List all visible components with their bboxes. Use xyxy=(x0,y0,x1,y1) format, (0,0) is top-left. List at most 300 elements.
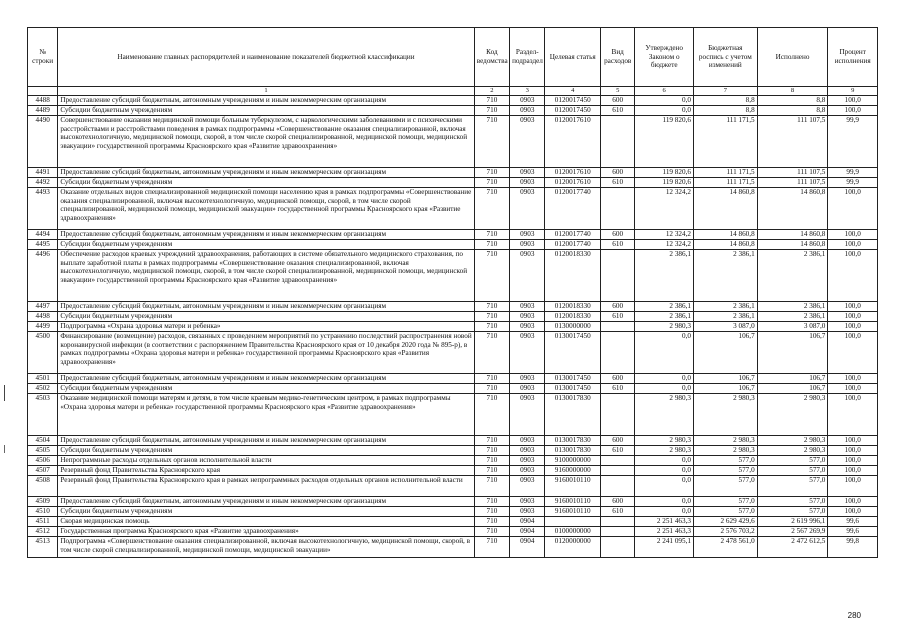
target-code: 0120017610 xyxy=(545,178,601,188)
approved-amount: 0,0 xyxy=(635,332,694,374)
executed-amount: 3 087,0 xyxy=(757,322,828,332)
target-code: 0100000000 xyxy=(545,527,601,537)
row-name: Государственная программа Красноярского края «Развитие здравоохранения» xyxy=(58,527,474,537)
expense-type xyxy=(601,188,635,230)
section-code: 0903 xyxy=(510,384,545,394)
table-row xyxy=(28,507,878,517)
approved-amount: 2 386,1 xyxy=(635,250,694,302)
expense-type xyxy=(601,322,635,332)
header-percent: Процент исполнения xyxy=(828,28,878,87)
col-number: 5 xyxy=(601,87,635,96)
row-number: 4505 xyxy=(28,446,58,456)
budget-list-amount: 577,0 xyxy=(693,456,757,466)
table-header-row xyxy=(28,28,878,87)
dept-code: 710 xyxy=(474,188,509,230)
target-code: 0120017610 xyxy=(545,168,601,178)
target-code: 0120017740 xyxy=(545,240,601,250)
row-number: 4492 xyxy=(28,178,58,188)
table-row xyxy=(28,476,878,497)
expense-type xyxy=(601,517,635,527)
target-code: 0120017740 xyxy=(545,188,601,230)
target-code: 0120017610 xyxy=(545,116,601,168)
approved-amount: 2 241 095,1 xyxy=(635,537,694,558)
executed-amount: 106,7 xyxy=(757,374,828,384)
dept-code: 710 xyxy=(474,240,509,250)
section-code: 0903 xyxy=(510,312,545,322)
budget-list-amount: 14 860,8 xyxy=(693,188,757,230)
col-number: 3 xyxy=(510,87,545,96)
row-name: Обеспечение расходов краевых учреждений здравоохранения, работающих в системе обязательного медицинского страхования, по выплате заработной платы в рамках подпрограммы «Совершенствование оказания специализированной, включая высокотехнологичную, медицинской помощи, скорой, в том числе скорой специализированной, медицинской помощи, медицинской эвакуации» государственной программы Красноярского края «Развитие здравоохранения» xyxy=(58,250,474,302)
expense-type: 600 xyxy=(601,436,635,446)
row-name: Предоставление субсидий бюджетным, автономным учреждениям и иным некоммерческим организациям xyxy=(58,374,474,384)
dept-code: 710 xyxy=(474,466,509,476)
row-number: 4509 xyxy=(28,497,58,507)
column-number-row xyxy=(28,87,878,96)
approved-amount: 0,0 xyxy=(635,466,694,476)
margin-mark xyxy=(4,385,5,401)
row-number: 4507 xyxy=(28,466,58,476)
row-number: 4506 xyxy=(28,456,58,466)
target-code: 0130017450 xyxy=(545,374,601,384)
table-row xyxy=(28,322,878,332)
approved-amount: 2 980,3 xyxy=(635,436,694,446)
approved-amount: 12 324,2 xyxy=(635,230,694,240)
section-code: 0903 xyxy=(510,436,545,446)
expense-type xyxy=(601,116,635,168)
target-code: 0130000000 xyxy=(545,322,601,332)
dept-code: 710 xyxy=(474,332,509,374)
row-number: 4499 xyxy=(28,322,58,332)
approved-amount: 12 324,2 xyxy=(635,240,694,250)
margin-mark xyxy=(4,445,5,453)
table-row xyxy=(28,436,878,446)
row-number: 4500 xyxy=(28,332,58,374)
expense-type: 600 xyxy=(601,230,635,240)
executed-amount: 106,7 xyxy=(757,384,828,394)
executed-amount: 14 860,8 xyxy=(757,230,828,240)
row-name: Предоставление субсидий бюджетным, автономным учреждениям и иным некоммерческим организациям xyxy=(58,168,474,178)
dept-code: 710 xyxy=(474,384,509,394)
dept-code: 710 xyxy=(474,446,509,456)
row-name: Предоставление субсидий бюджетным, автономным учреждениям и иным некоммерческим организациям xyxy=(58,230,474,240)
execution-percent: 100,0 xyxy=(828,96,878,106)
row-name: Субсидии бюджетным учреждениям xyxy=(58,106,474,116)
section-code: 0903 xyxy=(510,332,545,374)
dept-code: 710 xyxy=(474,178,509,188)
section-code: 0903 xyxy=(510,168,545,178)
dept-code: 710 xyxy=(474,168,509,178)
table-row xyxy=(28,96,878,106)
budget-list-amount: 2 629 429,6 xyxy=(693,517,757,527)
target-code: 0130017450 xyxy=(545,332,601,374)
target-code: 0130017830 xyxy=(545,436,601,446)
expense-type: 610 xyxy=(601,446,635,456)
target-code: 0120018330 xyxy=(545,312,601,322)
table-row xyxy=(28,188,878,230)
budget-list-amount: 14 860,8 xyxy=(693,230,757,240)
row-number: 4490 xyxy=(28,116,58,168)
approved-amount: 0,0 xyxy=(635,106,694,116)
execution-percent: 100,0 xyxy=(828,446,878,456)
target-code: 9160010110 xyxy=(545,497,601,507)
row-number: 4513 xyxy=(28,537,58,558)
execution-percent: 100,0 xyxy=(828,374,878,384)
row-number: 4491 xyxy=(28,168,58,178)
row-number: 4508 xyxy=(28,476,58,497)
executed-amount: 14 860,8 xyxy=(757,240,828,250)
approved-amount: 2 386,1 xyxy=(635,302,694,312)
section-code: 0903 xyxy=(510,394,545,436)
dept-code: 710 xyxy=(474,517,509,527)
approved-amount: 12 324,2 xyxy=(635,188,694,230)
row-number: 4496 xyxy=(28,250,58,302)
col-number: 1 xyxy=(58,87,474,96)
budget-list-amount: 577,0 xyxy=(693,466,757,476)
expense-type: 600 xyxy=(601,168,635,178)
table-body xyxy=(28,96,878,558)
executed-amount: 2 980,3 xyxy=(757,394,828,436)
expense-type: 610 xyxy=(601,312,635,322)
table-row xyxy=(28,332,878,374)
dept-code: 710 xyxy=(474,322,509,332)
col-number: 2 xyxy=(474,87,509,96)
target-code: 0120017740 xyxy=(545,230,601,240)
execution-percent: 100,0 xyxy=(828,188,878,230)
approved-amount: 0,0 xyxy=(635,476,694,497)
section-code: 0903 xyxy=(510,230,545,240)
dept-code: 710 xyxy=(474,527,509,537)
expense-type xyxy=(601,466,635,476)
execution-percent: 100,0 xyxy=(828,497,878,507)
section-code: 0904 xyxy=(510,517,545,527)
budget-list-amount: 577,0 xyxy=(693,497,757,507)
dept-code: 710 xyxy=(474,250,509,302)
budget-list-amount: 2 478 561,0 xyxy=(693,537,757,558)
expense-type xyxy=(601,527,635,537)
target-code: 0130017830 xyxy=(545,446,601,456)
table-row xyxy=(28,374,878,384)
budget-list-amount: 106,7 xyxy=(693,384,757,394)
section-code: 0904 xyxy=(510,527,545,537)
row-name: Подпрограмма «Охрана здоровья матери и ребенка» xyxy=(58,322,474,332)
row-name: Субсидии бюджетным учреждениям xyxy=(58,312,474,322)
budget-list-amount: 577,0 xyxy=(693,476,757,497)
budget-list-amount: 106,7 xyxy=(693,374,757,384)
table-row xyxy=(28,116,878,168)
table-row xyxy=(28,394,878,436)
execution-percent: 100,0 xyxy=(828,384,878,394)
row-number: 4503 xyxy=(28,394,58,436)
target-code: 9160010110 xyxy=(545,476,601,497)
table-row xyxy=(28,517,878,527)
budget-list-amount: 8,8 xyxy=(693,96,757,106)
approved-amount: 119 820,6 xyxy=(635,168,694,178)
row-name: Резервный фонд Правительства Красноярского края в рамках непрограммных расходов отдельных органов исполнительной власти xyxy=(58,476,474,497)
budget-list-amount: 2 980,3 xyxy=(693,436,757,446)
execution-percent: 100,0 xyxy=(828,106,878,116)
execution-percent: 100,0 xyxy=(828,332,878,374)
row-number: 4502 xyxy=(28,384,58,394)
section-code: 0903 xyxy=(510,302,545,312)
section-code: 0903 xyxy=(510,240,545,250)
table-row xyxy=(28,312,878,322)
expense-type: 600 xyxy=(601,497,635,507)
table-row xyxy=(28,168,878,178)
target-code: 0130017450 xyxy=(545,384,601,394)
dept-code: 710 xyxy=(474,456,509,466)
row-name: Субсидии бюджетным учреждениям xyxy=(58,240,474,250)
executed-amount: 8,8 xyxy=(757,106,828,116)
budget-list-amount: 2 576 703,2 xyxy=(693,527,757,537)
approved-amount: 119 820,6 xyxy=(635,178,694,188)
target-code: 0120017450 xyxy=(545,106,601,116)
executed-amount: 577,0 xyxy=(757,507,828,517)
budget-list-amount: 14 860,8 xyxy=(693,240,757,250)
dept-code: 710 xyxy=(474,394,509,436)
execution-percent: 100,0 xyxy=(828,476,878,497)
dept-code: 710 xyxy=(474,230,509,240)
table-row xyxy=(28,302,878,312)
executed-amount: 2 472 612,5 xyxy=(757,537,828,558)
budget-document xyxy=(27,27,878,558)
dept-code: 710 xyxy=(474,374,509,384)
executed-amount: 2 619 996,1 xyxy=(757,517,828,527)
budget-list-amount: 577,0 xyxy=(693,507,757,517)
col-number: 6 xyxy=(635,87,694,96)
header-target: Целевая статья xyxy=(545,28,601,87)
budget-list-amount: 111 171,5 xyxy=(693,168,757,178)
expense-type: 610 xyxy=(601,240,635,250)
section-code: 0903 xyxy=(510,116,545,168)
expense-type xyxy=(601,332,635,374)
expense-type xyxy=(601,250,635,302)
dept-code: 710 xyxy=(474,507,509,517)
section-code: 0903 xyxy=(510,178,545,188)
row-number: 4494 xyxy=(28,230,58,240)
row-number: 4504 xyxy=(28,436,58,446)
executed-amount: 577,0 xyxy=(757,497,828,507)
dept-code: 710 xyxy=(474,312,509,322)
dept-code: 710 xyxy=(474,302,509,312)
executed-amount: 2 567 269,9 xyxy=(757,527,828,537)
executed-amount: 14 860,8 xyxy=(757,188,828,230)
page-number: 280 xyxy=(847,611,861,620)
section-code: 0903 xyxy=(510,322,545,332)
col-number: 7 xyxy=(693,87,757,96)
expense-type: 610 xyxy=(601,106,635,116)
section-code: 0903 xyxy=(510,456,545,466)
executed-amount: 2 386,1 xyxy=(757,312,828,322)
table-row xyxy=(28,466,878,476)
budget-list-amount: 8,8 xyxy=(693,106,757,116)
table-row xyxy=(28,456,878,466)
execution-percent: 99,9 xyxy=(828,168,878,178)
execution-percent: 99,9 xyxy=(828,116,878,168)
col-number: 9 xyxy=(828,87,878,96)
dept-code: 710 xyxy=(474,436,509,446)
approved-amount: 2 980,3 xyxy=(635,322,694,332)
row-name: Оказание отдельных видов специализированной медицинской помощи населению края в рамках подпрограммы «Совершенствование оказания специализированной, включая высокотехнологичную, медицинской помощи, скорой, в том числе скорой специализированной, медицинской помощи, медицинской эвакуации» государственной программы Красноярского края «Развитие здравоохранения» xyxy=(58,188,474,230)
header-approved: Утверждено Законом о бюджете xyxy=(635,28,694,87)
row-name: Оказание медицинской помощи матерям и детям, в том числе краевым медико-генетическим центром, в рамках подпрограммы «Охрана здоровья матери и ребенка» государственной программы Красноярского края «Развитие здравоохранения» xyxy=(58,394,474,436)
budget-table xyxy=(27,27,878,558)
row-name: Субсидии бюджетным учреждениям xyxy=(58,178,474,188)
approved-amount: 119 820,6 xyxy=(635,116,694,168)
section-code: 0903 xyxy=(510,106,545,116)
execution-percent: 100,0 xyxy=(828,302,878,312)
expense-type: 610 xyxy=(601,178,635,188)
row-name: Непрограммные расходы отдельных органов исполнительной власти xyxy=(58,456,474,466)
execution-percent: 100,0 xyxy=(828,322,878,332)
execution-percent: 100,0 xyxy=(828,250,878,302)
row-number: 4501 xyxy=(28,374,58,384)
section-code: 0903 xyxy=(510,96,545,106)
header-budget-list: Бюджетная роспись с учетом изменений xyxy=(693,28,757,87)
row-number: 4493 xyxy=(28,188,58,230)
row-number: 4511 xyxy=(28,517,58,527)
approved-amount: 0,0 xyxy=(635,507,694,517)
expense-type xyxy=(601,456,635,466)
execution-percent: 100,0 xyxy=(828,394,878,436)
executed-amount: 2 980,3 xyxy=(757,446,828,456)
header-section: Раздел-подраздел xyxy=(510,28,545,87)
header-executed: Исполнено xyxy=(757,28,828,87)
row-name: Предоставление субсидий бюджетным, автономным учреждениям и иным некоммерческим организациям xyxy=(58,436,474,446)
executed-amount: 111 107,5 xyxy=(757,178,828,188)
row-number: 4489 xyxy=(28,106,58,116)
dept-code: 710 xyxy=(474,116,509,168)
target-code: 0120018330 xyxy=(545,250,601,302)
execution-percent: 100,0 xyxy=(828,436,878,446)
budget-list-amount: 2 386,1 xyxy=(693,250,757,302)
budget-list-amount: 2 980,3 xyxy=(693,446,757,456)
col-number: 8 xyxy=(757,87,828,96)
header-name: Наименование главных распорядителей и наименование показателей бюджетной классификации xyxy=(58,28,474,87)
col-number: 4 xyxy=(545,87,601,96)
section-code: 0904 xyxy=(510,537,545,558)
budget-list-amount: 111 171,5 xyxy=(693,116,757,168)
table-row xyxy=(28,240,878,250)
row-name: Финансирование (возмещение) расходов, связанных с проведением мероприятий по устранению последствий распространения новой коронавирусной инфекции (в соответствии с распоряжением Правительства Красноярского края от 10 декабря 2020 года № 895-р), в рамках подпрограммы «Охрана здоровья матери и ребенка» государственной программы Красноярского края «Развития здравоохранения» xyxy=(58,332,474,374)
target-code: 9100000000 xyxy=(545,456,601,466)
approved-amount: 2 980,3 xyxy=(635,446,694,456)
target-code xyxy=(545,517,601,527)
execution-percent: 100,0 xyxy=(828,507,878,517)
executed-amount: 577,0 xyxy=(757,476,828,497)
section-code: 0903 xyxy=(510,188,545,230)
row-name: Предоставление субсидий бюджетным, автономным учреждениям и иным некоммерческим организациям xyxy=(58,497,474,507)
row-number: 4488 xyxy=(28,96,58,106)
executed-amount: 2 386,1 xyxy=(757,302,828,312)
approved-amount: 2 251 463,3 xyxy=(635,527,694,537)
row-name: Резервный фонд Правительства Красноярского края xyxy=(58,466,474,476)
section-code: 0903 xyxy=(510,476,545,497)
row-name: Предоставление субсидий бюджетным, автономным учреждениям и иным некоммерческим организациям xyxy=(58,302,474,312)
executed-amount: 577,0 xyxy=(757,456,828,466)
approved-amount: 0,0 xyxy=(635,384,694,394)
row-number: 4498 xyxy=(28,312,58,322)
table-row xyxy=(28,230,878,240)
table-row xyxy=(28,384,878,394)
executed-amount: 2 980,3 xyxy=(757,436,828,446)
execution-percent: 100,0 xyxy=(828,240,878,250)
row-number: 4512 xyxy=(28,527,58,537)
approved-amount: 0,0 xyxy=(635,374,694,384)
section-code: 0903 xyxy=(510,466,545,476)
approved-amount: 0,0 xyxy=(635,456,694,466)
row-name: Скорая медицинская помощь xyxy=(58,517,474,527)
budget-list-amount: 3 087,0 xyxy=(693,322,757,332)
row-number: 4495 xyxy=(28,240,58,250)
dept-code: 710 xyxy=(474,96,509,106)
executed-amount: 2 386,1 xyxy=(757,250,828,302)
budget-list-amount: 106,7 xyxy=(693,332,757,374)
col-number xyxy=(28,87,58,96)
table-row xyxy=(28,527,878,537)
expense-type: 610 xyxy=(601,507,635,517)
approved-amount: 2 386,1 xyxy=(635,312,694,322)
target-code: 9160010110 xyxy=(545,507,601,517)
executed-amount: 106,7 xyxy=(757,332,828,374)
expense-type: 610 xyxy=(601,384,635,394)
table-row xyxy=(28,537,878,558)
section-code: 0903 xyxy=(510,446,545,456)
target-code: 0120000000 xyxy=(545,537,601,558)
target-code: 0120017450 xyxy=(545,96,601,106)
execution-percent: 100,0 xyxy=(828,466,878,476)
expense-type xyxy=(601,537,635,558)
executed-amount: 8,8 xyxy=(757,96,828,106)
table-row xyxy=(28,497,878,507)
executed-amount: 111 107,5 xyxy=(757,116,828,168)
row-name: Субсидии бюджетным учреждениям xyxy=(58,507,474,517)
table-row xyxy=(28,106,878,116)
budget-list-amount: 111 171,5 xyxy=(693,178,757,188)
row-name: Предоставление субсидий бюджетным, автономным учреждениям и иным некоммерческим организациям xyxy=(58,96,474,106)
header-exp-type: Вид расходов xyxy=(601,28,635,87)
expense-type xyxy=(601,394,635,436)
dept-code: 710 xyxy=(474,106,509,116)
section-code: 0903 xyxy=(510,374,545,384)
section-code: 0903 xyxy=(510,507,545,517)
table-row xyxy=(28,250,878,302)
execution-percent: 99,9 xyxy=(828,178,878,188)
dept-code: 710 xyxy=(474,476,509,497)
row-name: Субсидии бюджетным учреждениям xyxy=(58,384,474,394)
table-row xyxy=(28,178,878,188)
target-code: 9160000000 xyxy=(545,466,601,476)
table-row xyxy=(28,446,878,456)
row-name: Субсидии бюджетным учреждениям xyxy=(58,446,474,456)
row-name: Совершенствование оказания медицинской помощи больным туберкулезом, с наркологическими заболеваниями и с психическими расстройствами и расстройствами поведения в рамках подпрограммы «Совершенствование оказания специализированной, включая высокотехнологичную, медицинской помощи, скорой, в том числе скорой специализированной, медицинской помощи, медицинской эвакуации» государственной программы Красноярского края «Развитие здравоохранения» xyxy=(58,116,474,168)
expense-type: 600 xyxy=(601,374,635,384)
expense-type: 600 xyxy=(601,96,635,106)
budget-list-amount: 2 980,3 xyxy=(693,394,757,436)
target-code: 0130017830 xyxy=(545,394,601,436)
dept-code: 710 xyxy=(474,537,509,558)
executed-amount: 577,0 xyxy=(757,466,828,476)
row-name: Подпрограмма «Совершенствование оказания специализированной, включая высокотехнологичную, медицинской помощи, скорой, в том числе скорой специализированной, медицинской помощи, медицинской эвакуации» xyxy=(58,537,474,558)
execution-percent: 99,8 xyxy=(828,537,878,558)
expense-type: 600 xyxy=(601,302,635,312)
target-code: 0120018330 xyxy=(545,302,601,312)
row-number: 4497 xyxy=(28,302,58,312)
section-code: 0903 xyxy=(510,497,545,507)
budget-list-amount: 2 386,1 xyxy=(693,312,757,322)
header-dept: Код ведомства xyxy=(474,28,509,87)
header-row-no: № строки xyxy=(28,28,58,87)
execution-percent: 100,0 xyxy=(828,456,878,466)
